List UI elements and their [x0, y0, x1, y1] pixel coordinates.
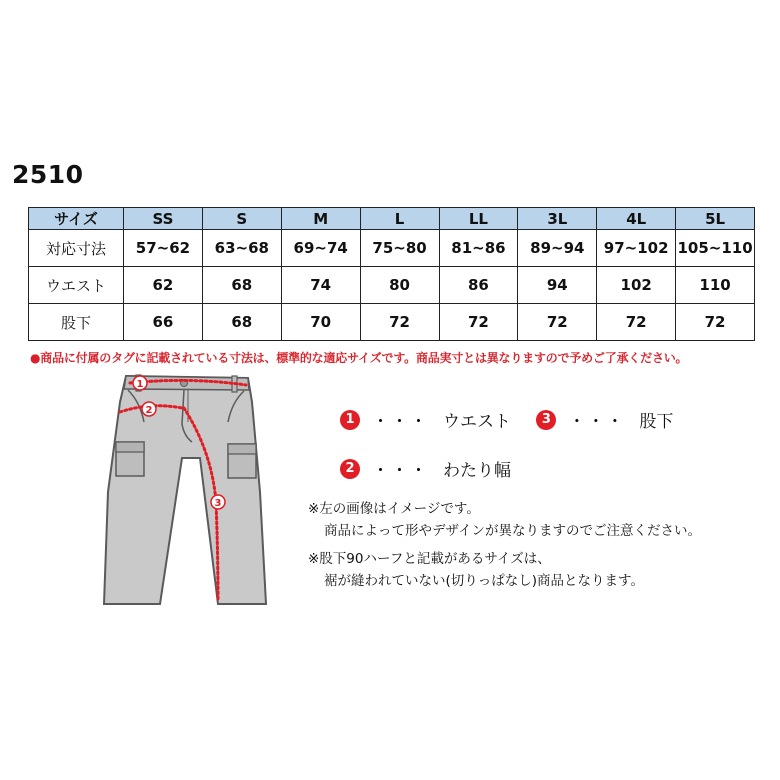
remark-line: ※股下90ハーフと記載があるサイズは、	[308, 551, 551, 567]
row-label: ウエスト	[29, 267, 124, 304]
header-cell: 4L	[597, 208, 676, 230]
table-cell: 110	[676, 267, 755, 304]
remark-line: ※左の画像はイメージです。	[308, 501, 480, 517]
legend-label: 股下	[639, 412, 674, 432]
header-cell: S	[202, 208, 281, 230]
table-cell: 81~86	[439, 230, 518, 267]
table-cell: 66	[124, 304, 203, 341]
table-cell: 63~68	[202, 230, 281, 267]
table-cell: 68	[202, 304, 281, 341]
header-cell: LL	[439, 208, 518, 230]
header-cell: サイズ	[29, 208, 124, 230]
row-label: 股下	[29, 304, 124, 341]
size-note: ●商品に付属のタグに記載されている寸法は、標準的な適応サイズです。商品実寸とは異なりますので予めご了承ください。	[30, 351, 688, 365]
remark-line: 商品によって形やデザインが異なりますのでご注意ください。	[324, 523, 702, 539]
table-cell: 75~80	[360, 230, 439, 267]
table-cell: 80	[360, 267, 439, 304]
table-cell: 72	[597, 304, 676, 341]
legend-thigh	[340, 456, 511, 481]
legend-inseam	[536, 407, 673, 432]
table-row	[29, 230, 755, 267]
table-cell: 70	[281, 304, 360, 341]
legend-badge: 3	[536, 410, 556, 430]
image-remark	[308, 498, 701, 542]
marker-3	[211, 495, 225, 509]
table-cell: 72	[518, 304, 597, 341]
product-code: 2510	[12, 160, 84, 189]
legend-dots: ・・・	[372, 461, 429, 481]
table-cell: 72	[439, 304, 518, 341]
table-cell: 68	[202, 267, 281, 304]
legend-waist	[340, 407, 511, 432]
table-cell: 57~62	[124, 230, 203, 267]
table-cell: 89~94	[518, 230, 597, 267]
header-cell: 5L	[676, 208, 755, 230]
legend-row-1	[340, 407, 673, 432]
marker-label: 3	[214, 498, 222, 509]
header-cell: L	[360, 208, 439, 230]
table-cell: 62	[124, 267, 203, 304]
table-cell: 97~102	[597, 230, 676, 267]
legend-label: わたり幅	[443, 461, 511, 481]
half-remark	[308, 548, 644, 592]
size-table	[28, 207, 755, 341]
legend-label: ウエスト	[443, 412, 511, 432]
header-cell: SS	[124, 208, 203, 230]
legend-dots: ・・・	[568, 412, 626, 432]
table-cell: 102	[597, 267, 676, 304]
size-table-header-row	[29, 208, 755, 230]
table-cell: 69~74	[281, 230, 360, 267]
remark-line: 裾が縫われていない(切りっぱなし)商品となります。	[324, 573, 644, 589]
legend-badge: 2	[340, 459, 360, 479]
legend-dots: ・・・	[372, 412, 429, 432]
table-cell: 72	[676, 304, 755, 341]
marker-2	[142, 402, 156, 416]
table-cell: 94	[518, 267, 597, 304]
table-cell: 74	[281, 267, 360, 304]
marker-1	[133, 376, 147, 390]
table-cell: 72	[360, 304, 439, 341]
table-row	[29, 267, 755, 304]
row-label: 対応寸法	[29, 230, 124, 267]
table-cell: 86	[439, 267, 518, 304]
marker-label: 1	[136, 379, 144, 390]
header-cell: 3L	[518, 208, 597, 230]
pants-diagram	[100, 372, 270, 612]
legend-badge: 1	[340, 410, 360, 430]
legend-row-2	[340, 456, 511, 481]
table-cell: 105~110	[676, 230, 755, 267]
table-row	[29, 304, 755, 341]
marker-label: 2	[145, 405, 153, 416]
header-cell: M	[281, 208, 360, 230]
